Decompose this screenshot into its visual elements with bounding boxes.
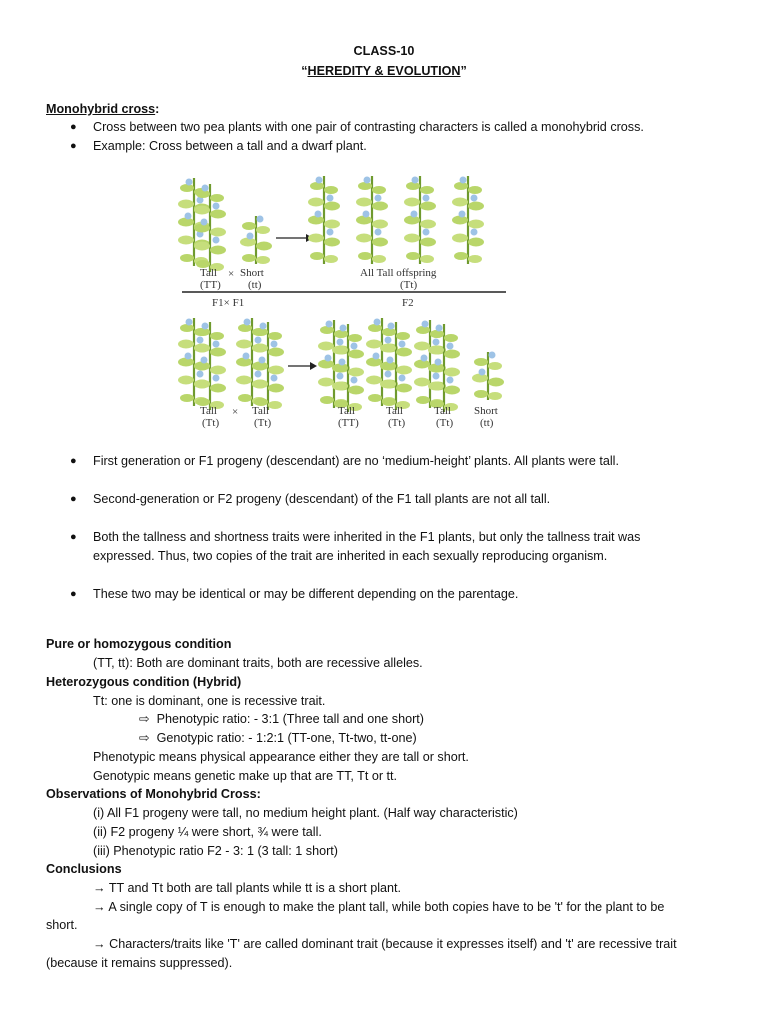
- bullet-icon: ●: [70, 121, 77, 133]
- label-tall: Tall: [338, 405, 355, 417]
- bullet-icon: ●: [70, 531, 77, 543]
- conclusion-line-1: → TT and Tt both are tall plants while tt is a short plant.: [93, 881, 402, 895]
- hetero-line: Tt: one is dominant, one is recessive trait.: [93, 694, 326, 708]
- monohybrid-bullet-2: Example: Cross between a tall and a dwarf plant.: [93, 139, 367, 153]
- subtitle-open-quote: “: [301, 64, 308, 78]
- monohybrid-bullet-1: Cross between two pea plants with one pair of contrasting characters is called a monohybrid cross.: [93, 120, 644, 134]
- arrow-head-icon: [310, 362, 317, 370]
- label-f1-cross: F1× F1: [212, 297, 245, 309]
- label-genotype: (TT): [200, 279, 221, 291]
- bullet-traits-line-2: expressed. Thus, two copies of the trait are inherited in each sexually reproducing organism.: [93, 549, 608, 563]
- cross-symbol: ×: [232, 406, 239, 418]
- bullet-traits-line-1: Both the tallness and shortness traits were inherited in the F1 plants, but only the tallness trait was: [93, 530, 641, 544]
- observation-item: (iii) Phenotypic ratio F2 - 3: 1 (3 tall: 1 short): [93, 844, 338, 858]
- plant-tall-icon: [308, 176, 340, 264]
- subtitle-close-quote: ”: [460, 64, 467, 78]
- label-short-tt: Short: [240, 267, 264, 279]
- label-genotype: (Tt): [400, 279, 418, 291]
- genotypic-definition: Genotypic means genetic make up that are TT, Tt or tt.: [93, 769, 398, 783]
- label-tall: Tall: [434, 405, 451, 417]
- bullet-icon: ●: [70, 588, 77, 600]
- plant-tall-icon: [356, 176, 388, 264]
- plant-tall-icon: [380, 322, 412, 410]
- cross-symbol: ×: [228, 268, 235, 280]
- label-genotype: (Tt): [202, 417, 220, 429]
- conclusion-line-2-cont: short.: [46, 918, 78, 932]
- monohybrid-heading-colon: :: [155, 102, 160, 116]
- label-genotype: (Tt): [388, 417, 406, 429]
- bullet-parentage: These two may be identical or may be different depending on the parentage.: [93, 587, 519, 601]
- label-all-tall: All Tall offspring: [360, 267, 437, 279]
- label-tall: Tall: [200, 405, 217, 417]
- page-subtitle: [0, 63, 768, 80]
- subtitle-text: HEREDITY & EVOLUTION: [307, 64, 461, 78]
- conclusions-heading: Conclusions: [46, 862, 122, 876]
- phenotypic-ratio: [139, 711, 424, 728]
- plant-tall-icon: [332, 324, 364, 412]
- pure-heading: Pure or homozygous condition: [46, 637, 232, 651]
- label-f2: F2: [402, 297, 414, 309]
- label-tall: Tall: [386, 405, 403, 417]
- bullet-icon: ●: [70, 455, 77, 467]
- label-tall: Tall: [252, 405, 269, 417]
- label-genotype: (Tt): [254, 417, 272, 429]
- plant-short-icon: [472, 352, 504, 401]
- bullet-f1-progeny: First generation or F1 progeny (descendant) are no ‘medium-height’ plants. All plants were tall.: [93, 454, 619, 468]
- monohybrid-cross-figure: [176, 172, 516, 436]
- label-genotype: (tt): [480, 417, 494, 429]
- observation-item: (i) All F1 progeny were tall, no medium height plant. (Half way characteristic): [93, 806, 518, 820]
- genotypic-ratio: [139, 730, 417, 747]
- arrow-right-icon: ⇨: [139, 712, 150, 726]
- bullet-icon: ●: [70, 140, 77, 152]
- plant-tall-icon: [452, 176, 484, 264]
- label-genotype: (TT): [338, 417, 359, 429]
- pure-line: (TT, tt): Both are dominant traits, both are recessive alleles.: [93, 656, 423, 670]
- monohybrid-heading: [46, 101, 159, 118]
- bullet-f2-progeny: Second-generation or F2 progeny (descendant) of the F1 tall plants are not all tall.: [93, 492, 551, 506]
- hetero-heading: Heterozygous condition (Hybrid): [46, 675, 242, 689]
- label-genotype: (Tt): [436, 417, 454, 429]
- genotypic-ratio-text: Genotypic ratio: - 1:2:1 (TT-one, Tt-two, tt-one): [156, 731, 417, 745]
- conclusion-line-3: → Characters/traits like 'T' are called dominant trait (because it expresses itself) and 't' are recessive trait: [93, 937, 677, 951]
- label-short: Short: [474, 405, 498, 417]
- bullet-icon: ●: [70, 493, 77, 505]
- label-tall-tt: Tall: [200, 267, 217, 279]
- label-genotype: (tt): [248, 279, 262, 291]
- observation-item: (ii) F2 progeny ¼ were short, ¾ were tall.: [93, 825, 322, 839]
- page-title: CLASS-10: [353, 44, 415, 58]
- phenotypic-ratio-text: Phenotypic ratio: - 3:1 (Three tall and one short): [156, 712, 424, 726]
- monohybrid-heading-text: Monohybrid cross: [46, 102, 156, 116]
- plant-tall-icon: [404, 176, 436, 264]
- conclusion-line-2: → A single copy of T is enough to make the plant tall, while both copies have to be 't' for the plant to be: [93, 900, 665, 914]
- plant-tall-icon: [428, 324, 460, 412]
- arrow-right-icon: ⇨: [139, 731, 150, 745]
- phenotypic-definition: Phenotypic means physical appearance either they are tall or short.: [93, 750, 469, 764]
- conclusion-line-3-cont: (because it remains suppressed).: [46, 956, 233, 970]
- plant-short-icon: [240, 216, 272, 265]
- observations-heading: Observations of Monohybrid Cross:: [46, 787, 261, 801]
